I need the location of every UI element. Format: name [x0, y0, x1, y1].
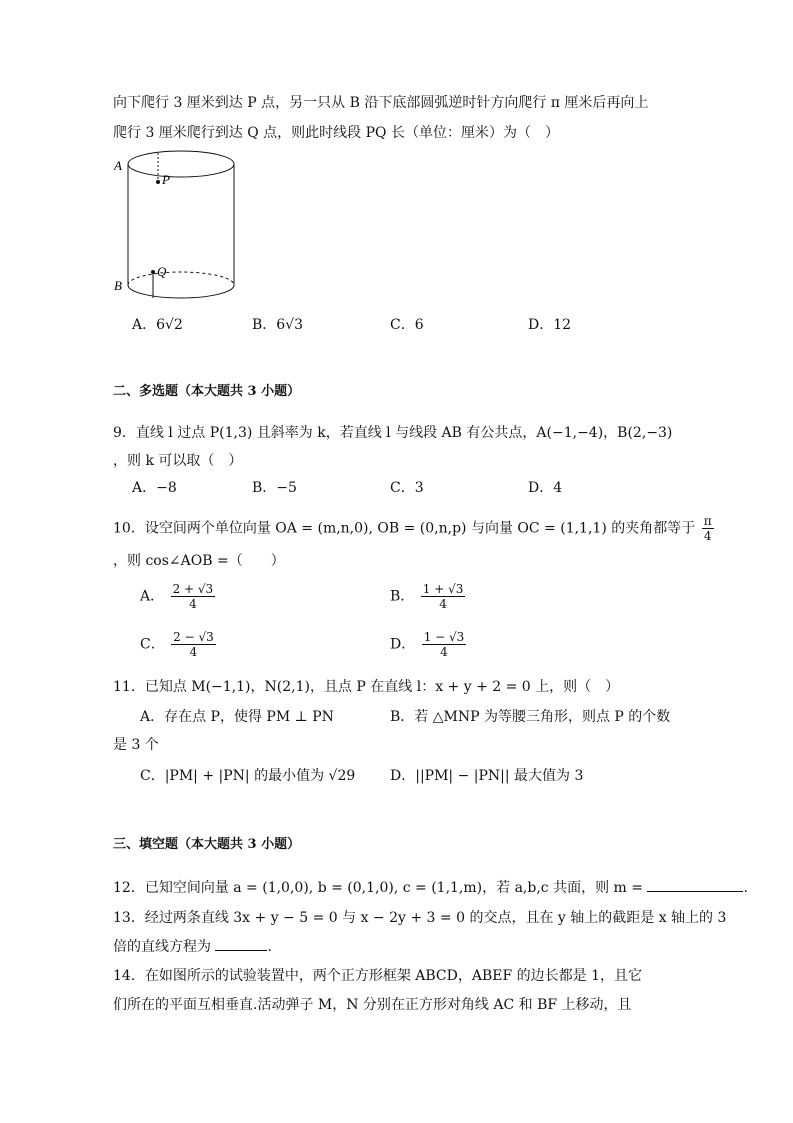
q10-option-d-numerator: 1 − √3: [423, 630, 465, 644]
q10-option-c-fraction: [171, 630, 216, 659]
label-q: Q: [157, 264, 167, 279]
q12-stem: 12．已知空间向量 a = (1,0,0), b = (0,1,0), c = (1,1,m)，若 a,b,c 共面，则 m =: [113, 880, 643, 896]
q10-angle-numerator: π: [703, 514, 712, 528]
q10-option-a-numerator: 2 + √3: [172, 582, 214, 596]
q10-option-a-fraction: [171, 582, 216, 611]
q10-option-c: [140, 630, 218, 659]
q11-option-b: B．若 △MNP 为等腰三角形，则点 P 的个数: [390, 709, 671, 725]
q12-end: .: [743, 880, 748, 896]
q10-option-d-fraction: [422, 630, 467, 659]
q8-option-a: A．6√2: [132, 317, 183, 333]
q9-option-c: C．3: [390, 480, 424, 496]
q10-option-d-label: D．: [390, 636, 416, 653]
label-b: B: [114, 278, 122, 293]
q9-line-1: 9．直线 l 过点 P(1,3) 且斜率为 k，若直线 l 与线段 AB 有公共点，A(−1,−4)，B(2,−3): [113, 425, 673, 441]
q10-option-c-denominator: 4: [189, 645, 198, 659]
q10-option-d-denominator: 4: [440, 645, 448, 659]
q8-option-d: D．12: [528, 317, 572, 333]
q10-angle-denominator: 4: [703, 529, 712, 543]
q12-line: [113, 879, 748, 897]
q10-stem: 10．设空间两个单位向量 OA = (m,n,0), OB = (0,n,p) 与向量 OC = (1,1,1) 的夹角都等于: [113, 520, 696, 537]
q10-option-b-fraction: [421, 582, 466, 611]
q10-angle-fraction: [702, 514, 714, 543]
q8-line-1: 向下爬行 3 厘米到达 P 点，另一只从 B 沿下底部圆弧逆时针方向爬行 π 厘米后再向上: [113, 95, 649, 111]
q10-option-c-label: C．: [140, 636, 165, 653]
q11-option-a: A．存在点 P，使得 PM ⊥ PN: [140, 709, 334, 725]
q13-line-1: 13．经过两条直线 3x + y − 5 = 0 与 x − 2y + 3 = 0 的交点，且在 y 轴上的截距是 x 轴上的 3: [113, 910, 727, 926]
q8-option-b: B．6√3: [252, 317, 304, 333]
q10-option-b-numerator: 1 + √3: [422, 582, 464, 596]
q12-answer-blank[interactable]: [647, 891, 743, 892]
q14-line-1: 14．在如图所示的试验装置中，两个正方形框架 ABCD，ABEF 的边长都是 1，且它: [113, 968, 642, 984]
cylinder-top-ellipse: [128, 151, 234, 177]
point-q: [151, 270, 155, 274]
point-p: [156, 180, 160, 184]
q13-stem: 倍的直线方程为: [113, 939, 211, 955]
q9-line-2: ，则 k 可以取（ ）: [113, 453, 243, 469]
q10-option-a-denominator: 4: [189, 597, 197, 611]
q10-option-a: [140, 582, 217, 611]
q10-option-d: [390, 630, 468, 659]
q8-option-c: C．6: [390, 317, 424, 333]
section-2-title: 二、多选题（本大题共 3 小题）: [113, 384, 301, 399]
cylinder-bottom-front: [128, 285, 234, 298]
cylinder-bottom-back: [128, 272, 234, 285]
label-p: P: [162, 172, 170, 187]
q14-line-2: 们所在的平面互相垂直.活动弹子 M，N 分别在正方形对角线 AC 和 BF 上移动，且: [113, 997, 632, 1013]
q10-option-b-denominator: 4: [439, 597, 447, 611]
q9-option-d: D．4: [528, 480, 563, 496]
cylinder-figure: [110, 148, 245, 308]
q13-line-2: [113, 938, 272, 956]
q10-line-2: ，则 cos∠AOB =（ ）: [113, 553, 285, 569]
q10-line-1: [113, 514, 716, 543]
q10-option-b: [390, 582, 467, 611]
q11-option-b-continued: 是 3 个: [113, 737, 159, 753]
q11-line-1: 11．已知点 M(−1,1)，N(2,1)，且点 P 在直线 l：x + y + 2 = 0 上，则（ ）: [113, 679, 620, 695]
q10-option-a-label: A．: [140, 588, 165, 605]
q11-option-c: C．|PM| + |PN| 的最小值为 √29: [140, 768, 356, 784]
q13-answer-blank[interactable]: [215, 950, 267, 951]
q13-end: .: [267, 939, 272, 955]
section-3-title: 三、填空题（本大题共 3 小题）: [113, 837, 301, 852]
q8-line-2: 爬行 3 厘米爬行到达 Q 点，则此时线段 PQ 长（单位：厘米）为（ ）: [113, 125, 559, 141]
q9-option-a: A．−8: [132, 480, 177, 496]
q10-option-b-label: B．: [390, 588, 415, 605]
label-a: A: [114, 158, 122, 173]
q9-option-b: B．−5: [252, 480, 297, 496]
q11-option-d: D．||PM| − |PN|| 最大值为 3: [390, 768, 584, 784]
q10-option-c-numerator: 2 − √3: [173, 630, 214, 644]
